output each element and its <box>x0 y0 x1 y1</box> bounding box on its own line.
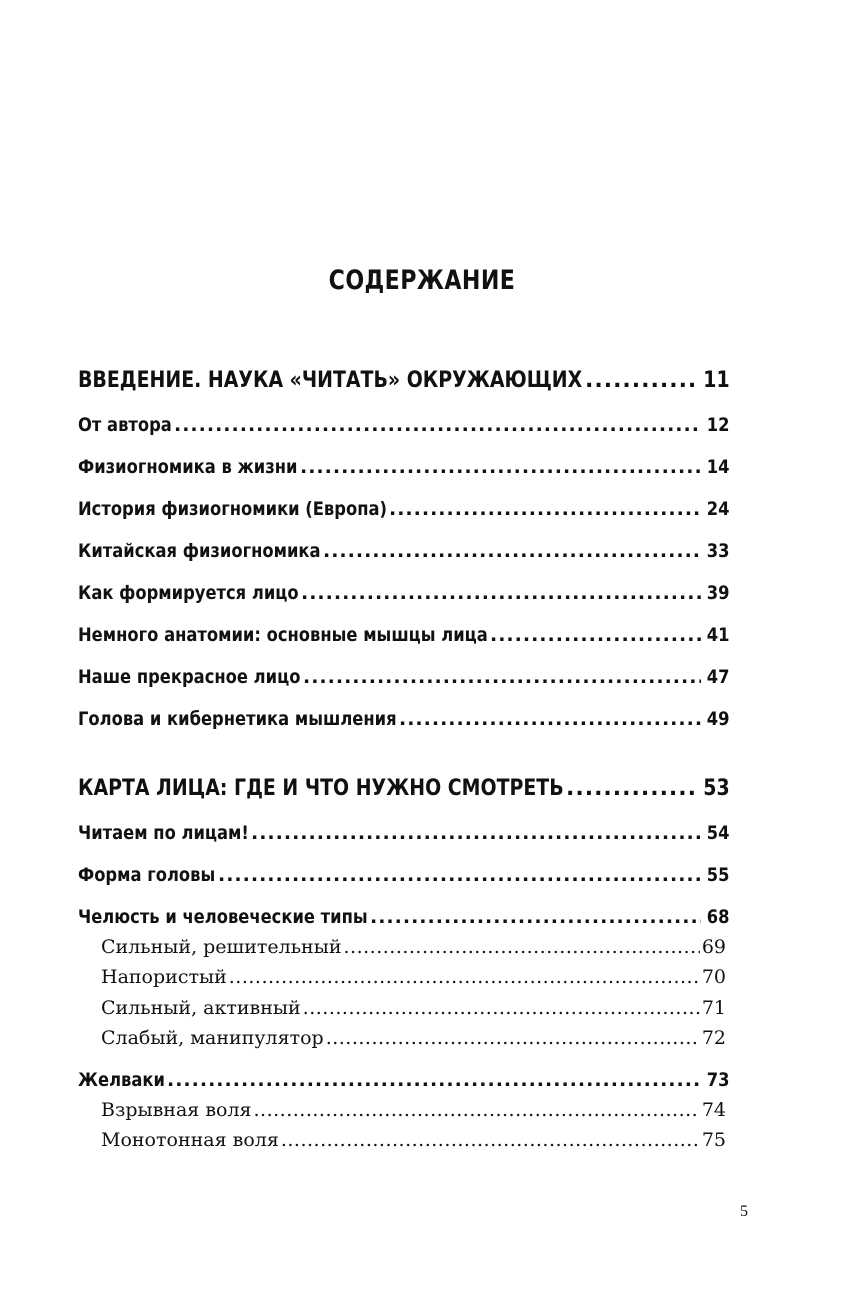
toc-entry-label: Наше прекрасное лицо <box>78 666 301 688</box>
toc-entry-chapter[interactable] <box>78 368 730 393</box>
toc-entry-label: Челюсть и человеческие типы <box>78 906 368 928</box>
toc-entry-page: 39 <box>706 582 730 604</box>
toc-leader-dots <box>326 1027 700 1049</box>
toc-subentry[interactable] <box>78 1099 726 1121</box>
toc-entry-page: 68 <box>706 906 730 928</box>
toc-leader-dots <box>301 582 701 604</box>
toc-leader-dots <box>370 906 701 928</box>
toc-entry-label: От автора <box>78 414 172 436</box>
toc-leader-dots <box>323 540 701 562</box>
toc-entry-page: 70 <box>701 966 726 988</box>
toc-entry-label: Монотонная воля <box>101 1129 279 1151</box>
toc-entry-label: Напористый <box>101 966 227 988</box>
toc-leader-dots <box>389 498 701 520</box>
toc-entry-page: 75 <box>701 1129 726 1151</box>
toc-leader-dots <box>566 776 697 801</box>
toc-entry-label: Читаем по лицам! <box>78 822 249 844</box>
toc-entry[interactable] <box>78 540 730 562</box>
toc-entry[interactable] <box>78 864 730 886</box>
toc-entry-label: Слабый, манипулятор <box>101 1027 324 1049</box>
toc-entry-label: Желваки <box>78 1069 165 1091</box>
toc-entry-page: 74 <box>701 1099 726 1121</box>
toc-leader-dots <box>399 708 701 730</box>
toc-leader-dots <box>490 624 701 646</box>
toc-leader-dots <box>344 936 700 958</box>
toc-leader-dots <box>254 1099 700 1121</box>
toc-entry-label: Немного анатомии: основные мышцы лица <box>78 624 488 646</box>
toc-leader-dots <box>281 1129 700 1151</box>
toc-entry[interactable] <box>78 666 730 688</box>
toc-entry-page: 14 <box>706 456 730 478</box>
toc-entry-label: Сильный, решительный <box>101 936 342 958</box>
toc-entry[interactable] <box>78 582 730 604</box>
toc-entry-page: 55 <box>706 864 730 886</box>
toc-entry-page: 72 <box>701 1027 726 1049</box>
toc-entry-page: 69 <box>701 936 726 958</box>
toc-entry-label: Как формируется лицо <box>78 582 299 604</box>
toc-entry-page: 71 <box>701 997 726 1019</box>
toc-entry[interactable] <box>78 498 730 520</box>
toc-leader-dots <box>167 1069 701 1091</box>
toc-entry-page: 24 <box>706 498 730 520</box>
toc-entry-label: Голова и кибернетика мышления <box>78 708 397 730</box>
toc-subentry[interactable] <box>78 1129 726 1151</box>
page-number: 5 <box>740 1203 748 1220</box>
toc-entry[interactable] <box>78 708 730 730</box>
toc-leader-dots <box>303 997 700 1019</box>
toc-leader-dots <box>218 864 701 886</box>
toc-entry[interactable] <box>78 822 730 844</box>
toc-entry[interactable] <box>78 624 730 646</box>
toc-entry-label: Форма головы <box>78 864 216 886</box>
toc-entry-label: История физиогномики (Европа) <box>78 498 387 520</box>
toc-entry[interactable] <box>78 906 730 928</box>
toc-subentry[interactable] <box>78 997 726 1019</box>
toc-entry-chapter[interactable] <box>78 776 730 801</box>
toc-entry-page: 41 <box>706 624 730 646</box>
toc-entry[interactable] <box>78 1069 730 1091</box>
toc-entry-label: ВВЕДЕНИЕ. НАУКА «ЧИТАТЬ» ОКРУЖАЮЩИХ <box>78 368 583 393</box>
toc-leader-dots <box>300 456 701 478</box>
toc-subentry[interactable] <box>78 966 726 988</box>
toc-entry-page: 12 <box>706 414 730 436</box>
toc-entry[interactable] <box>78 456 730 478</box>
toc-leader-dots <box>229 966 700 988</box>
toc-entry-page: 47 <box>706 666 730 688</box>
toc-entry-page: 11 <box>703 368 730 393</box>
toc-entry-label: КАРТА ЛИЦА: ГДЕ И ЧТО НУЖНО СМОТРЕТЬ <box>78 776 564 801</box>
toc-entry-label: Китайская физиогномика <box>78 540 321 562</box>
toc-leader-dots <box>174 414 701 436</box>
toc-entry[interactable] <box>78 414 730 436</box>
toc-entry-page: 73 <box>706 1069 730 1091</box>
page-title: СОДЕРЖАНИЕ <box>328 265 516 296</box>
toc-entry-page: 53 <box>703 776 730 801</box>
toc-subentry[interactable] <box>78 1027 726 1049</box>
toc-entry-page: 54 <box>706 822 730 844</box>
toc-entry-label: Физиогномика в жизни <box>78 456 298 478</box>
toc-entry-label: Сильный, активный <box>101 997 301 1019</box>
toc-entry-page: 33 <box>706 540 730 562</box>
toc-leader-dots <box>303 666 701 688</box>
toc-entry-page: 49 <box>706 708 730 730</box>
toc-leader-dots <box>251 822 701 844</box>
toc-entry-label: Взрывная воля <box>101 1099 252 1121</box>
toc-leader-dots <box>585 368 697 393</box>
toc-subentry[interactable] <box>78 936 726 958</box>
